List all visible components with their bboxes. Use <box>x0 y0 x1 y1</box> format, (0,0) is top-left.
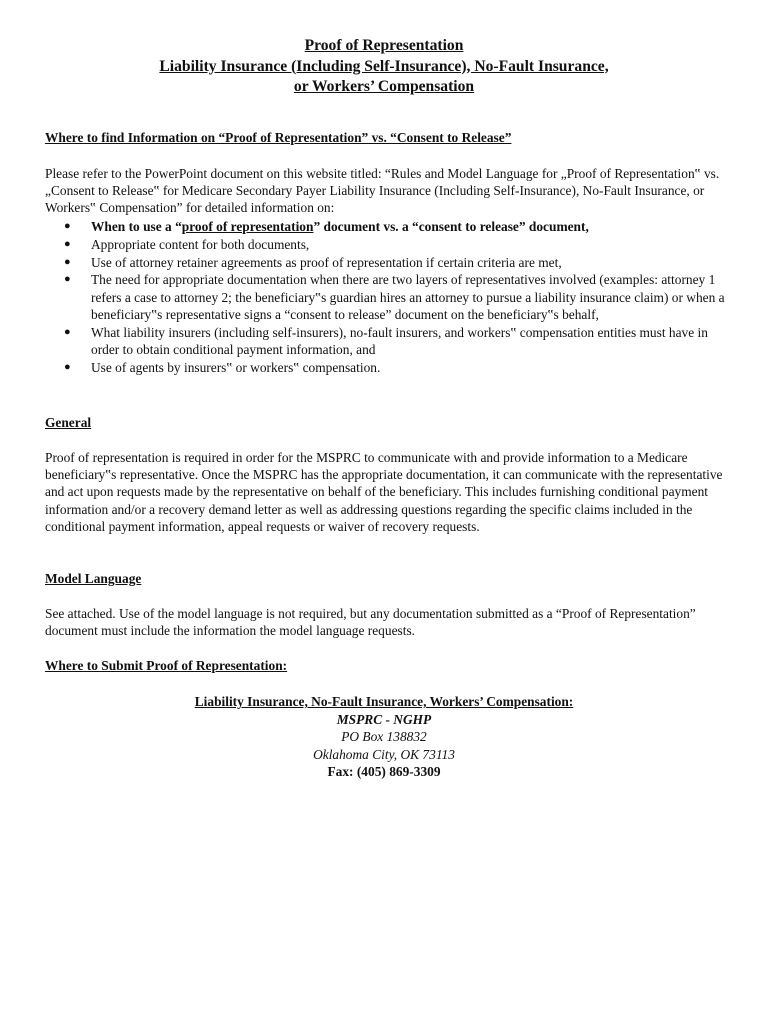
bullet-icon: ● <box>64 273 71 286</box>
title-line-2: Liability Insurance (Including Self-Insurance), No-Fault Insurance, <box>159 57 609 75</box>
list-item <box>45 236 725 253</box>
general-paragraph: Proof of representation is required in order for the MSPRC to communicate with and provide information to a Medicare beneficiary‟s representative. Once the MSPRC has the appropriate documentation, it can communicate with the representative and act upon requests made by the representative on behalf of the beneficiary. This includes furnishing conditional payment information and/or a recovery demand letter as well as addressing questions regarding the specific claims included in the conditional payment information, appeal requests or waiver of recovery requests. <box>45 450 723 534</box>
intro-paragraph: Please refer to the PowerPoint document on this website titled: “Rules and Model Language for „Proof of Representation‟ vs. „Consent to Release‟ for Medicare Secondary Payer Liability Insurance (Including Self-Insurance), No-Fault Insurance, or Workers‟ Compensation” for detailed information on: <box>45 166 720 216</box>
heading-general: General <box>45 415 92 430</box>
bullet-icon: ● <box>64 325 71 338</box>
list-item <box>45 218 725 235</box>
bullet-icon: ● <box>64 220 71 232</box>
address-fax: Fax: (405) 869-3309 <box>327 764 441 780</box>
bullet-text: Use of agents by insurers‟ or workers‟ compensation. <box>91 359 381 375</box>
heading-where-to-find: Where to find Information on “Proof of Representation” vs. “Consent to Release” <box>45 130 512 145</box>
address-city: Oklahoma City, OK 73113 <box>313 746 455 762</box>
list-item <box>45 254 725 271</box>
title-line-1: Proof of Representation <box>304 37 464 54</box>
address-header: Liability Insurance, No-Fault Insurance, Workers’ Compensation: <box>194 694 574 709</box>
topics-list <box>45 218 725 376</box>
bullet-text: Use of attorney retainer agreements as proof of representation if certain criteria are met, <box>91 254 562 270</box>
address-org: MSPRC - NGHP <box>336 711 432 727</box>
document-title <box>0 36 768 98</box>
title-line-3: or Workers’ Compensation <box>293 78 475 95</box>
proof-of-representation-link[interactable]: proof of representation <box>181 219 314 234</box>
heading-where-to-submit: Where to Submit Proof of Representation: <box>45 658 288 673</box>
address-po-box: PO Box 138832 <box>341 729 427 745</box>
model-language-paragraph: See attached. Use of the model language is not required, but any documentation submitted as a “Proof of Representation” document must include the information the model language requests. <box>45 606 696 639</box>
mailing-address <box>0 693 768 781</box>
bullet-1-pre: When to use a “ <box>91 219 182 234</box>
bullet-1-post: ” document vs. a “consent to release” document, <box>313 219 589 234</box>
heading-model-language: Model Language <box>45 571 142 586</box>
bullet-text: The need for appropriate documentation when there are two layers of representatives involved (examples: attorney 1 refers a case to attorney 2; the beneficiary‟s guardian hires an attorney to pursue a liability insurance claim) or when a beneficiary‟s representative signs a “consent to release” document on the beneficiary‟s behalf, <box>91 272 725 322</box>
bullet-text: Appropriate content for both documents, <box>91 236 310 252</box>
bullet-text: What liability insurers (including self-insurers), no-fault insurers, and workers‟ compensation entities must have in order to obtain conditional payment information, and <box>91 324 708 357</box>
list-item <box>45 359 725 376</box>
list-item <box>45 271 725 323</box>
bullet-icon: ● <box>64 237 71 250</box>
bullet-icon: ● <box>64 360 71 373</box>
bullet-icon: ● <box>64 255 71 268</box>
list-item <box>45 324 725 358</box>
